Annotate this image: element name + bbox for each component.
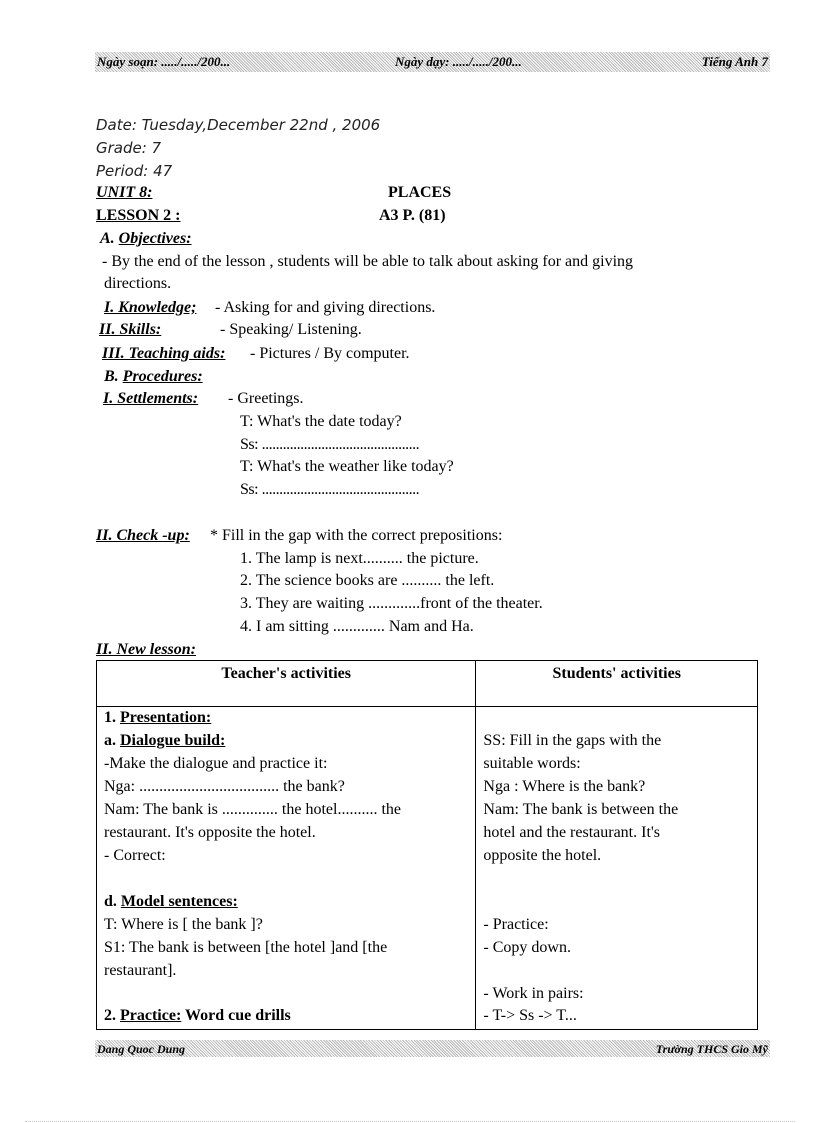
- aids-label: III. Teaching aids:: [102, 345, 226, 362]
- new-lesson-label: II. New lesson:: [96, 641, 197, 658]
- presentation-label: Presentation:: [120, 709, 212, 726]
- teacher-line: Nam: The bank is .............. the hotel.......... the: [104, 801, 401, 818]
- page-bottom-rule: [25, 1121, 795, 1122]
- objectives-prefix: A.: [100, 230, 119, 247]
- checkup-item: 1. The lamp is next.......... the picture.: [240, 550, 479, 567]
- students-line: - Practice:: [483, 916, 549, 933]
- teacher-line: Nga: ................................... the bank?: [104, 778, 345, 795]
- settlements-label: I. Settlements:: [103, 390, 199, 407]
- practice-num: 2.: [104, 1007, 120, 1024]
- model-prefix: d.: [104, 893, 121, 910]
- students-header: Students' activities: [476, 661, 758, 707]
- checkup-label: II. Check -up:: [96, 527, 190, 544]
- students-line: - Copy down.: [483, 939, 571, 956]
- teacher-header: Teacher's activities: [97, 661, 476, 707]
- grade-line: Grade: 7: [96, 139, 162, 157]
- lesson-title: A3 P. (81): [379, 207, 446, 224]
- settlements-line: - Greetings.: [228, 390, 304, 407]
- students-line: Nga : Where is the bank?: [483, 778, 646, 795]
- period-line: Period: 47: [96, 162, 173, 180]
- knowledge-label: I. Knowledge;: [104, 299, 197, 316]
- practice-label: Practice:: [120, 1007, 182, 1024]
- practice-heading: [104, 1007, 291, 1025]
- procedures-heading: [104, 368, 203, 386]
- students-line: hotel and the restaurant. It's: [483, 824, 661, 841]
- students-line: opposite the hotel.: [483, 847, 602, 864]
- knowledge-text: - Asking for and giving directions.: [215, 299, 436, 316]
- checkup-item: 2. The science books are .......... the left.: [240, 572, 495, 589]
- skills-text: - Speaking/ Listening.: [220, 321, 362, 338]
- presentation-heading: [104, 709, 211, 727]
- activities-table: [96, 660, 758, 1030]
- objectives-text-1: - By the end of the lesson , students will be able to talk about asking for and giving: [102, 253, 634, 270]
- practice-rest: Word cue drills: [181, 1007, 291, 1024]
- checkup-item: 4. I am sitting ............. Nam and Ha.: [240, 618, 474, 635]
- teach-date: Ngày dạy: ...../...../200...: [395, 54, 522, 69]
- page-footer: [95, 1040, 770, 1057]
- subject: Tiếng Anh 7: [701, 54, 768, 69]
- presentation-num: 1.: [104, 709, 120, 726]
- checkup-item: 3. They are waiting .............front of the theater.: [240, 595, 543, 612]
- teacher-line: S1: The bank is between [the hotel ]and [the: [104, 939, 388, 956]
- skills-label: II. Skills:: [99, 321, 162, 338]
- teacher-cell: [97, 707, 476, 1030]
- page-header: [95, 52, 770, 72]
- unit-title: PLACES: [388, 184, 452, 201]
- dialogue-prefix: a.: [104, 732, 120, 749]
- lesson-label: LESSON 2 :: [96, 207, 181, 224]
- students-line: SS: Fill in the gaps with the: [483, 732, 662, 749]
- footer-school: Trường THCS Gio Mỹ: [655, 1042, 768, 1056]
- students-line: - Work in pairs:: [483, 985, 584, 1002]
- settlements-line: Ss: .............................................: [240, 436, 420, 453]
- settlements-line: T: What's the date today?: [240, 413, 402, 430]
- model-label: Model sentences:: [120, 893, 238, 910]
- footer-author: Dang Quoc Dung: [97, 1042, 186, 1056]
- procedures-prefix: B.: [104, 368, 123, 385]
- dialogue-heading: [104, 732, 225, 750]
- checkup-instruction: * Fill in the gap with the correct prepositions:: [210, 527, 503, 544]
- teacher-line: T: Where is [ the bank ]?: [104, 916, 263, 933]
- aids-text: - Pictures / By computer.: [250, 345, 410, 362]
- teacher-line: - Correct:: [104, 847, 166, 864]
- students-cell: [476, 707, 758, 1030]
- unit-label: UNIT 8:: [96, 184, 153, 201]
- teacher-line: restaurant].: [104, 962, 177, 979]
- procedures-label: Procedures:: [122, 368, 203, 385]
- teacher-line: restaurant. It's opposite the hotel.: [104, 824, 316, 841]
- model-heading: [104, 893, 238, 911]
- students-line: - T-> Ss -> T...: [483, 1007, 577, 1024]
- settlements-line: Ss: .............................................: [240, 481, 420, 498]
- date-line: Date: Tuesday,December 22nd , 2006: [96, 116, 381, 134]
- objectives-heading: [100, 230, 192, 248]
- objectives-text-2: directions.: [104, 275, 172, 292]
- settlements-line: T: What's the weather like today?: [240, 458, 454, 475]
- dialogue-label: Dialogue build:: [120, 732, 226, 749]
- students-line: Nam: The bank is between the: [483, 801, 679, 818]
- objectives-label: Objectives:: [118, 230, 192, 247]
- prep-date: Ngày soạn: ...../...../200...: [97, 54, 231, 69]
- teacher-line: -Make the dialogue and practice it:: [104, 755, 328, 772]
- students-line: suitable words:: [483, 755, 581, 772]
